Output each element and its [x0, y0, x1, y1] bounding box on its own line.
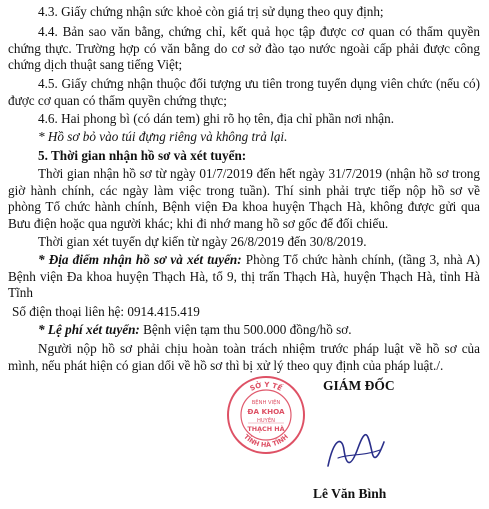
signer-title: GIÁM ĐỐC — [323, 378, 395, 393]
item-4-3: 4.3. Giấy chứng nhận sức khoẻ còn giá trị sử dụng theo quy định; — [38, 4, 384, 19]
svg-text:BỆNH VIỆN: BỆNH VIỆN — [251, 400, 281, 406]
location-label: * Địa điểm nhận hồ sơ và xét tuyển: — [38, 252, 242, 267]
stamp-ring-top: SỞ Y TẾ — [248, 380, 284, 393]
responsibility-paragraph: Người nộp hồ sơ phải chịu hoàn toàn trách nhiệm trước pháp luật về hồ sơ của mình, nếu phát hiện có gian dối về hồ sơ thì bị xử lý theo quy định của pháp luật./. — [8, 341, 480, 373]
section-5-heading: 5. Thời gian nhận hồ sơ và xét tuyển: — [38, 148, 247, 163]
official-stamp — [226, 375, 306, 455]
receive-period-paragraph: Thời gian nhận hồ sơ từ ngày 01/7/2019 đến hết ngày 31/7/2019 (nhận hồ sơ trong giờ hành chính, các ngày làm việc trong tuần). Thí sinh phải trực tiếp nộp hồ sơ về phòng Tổ chức hành chính, Bệnh viện Đa khoa huyện Thạch Hà, không được gửi qua Bưu điện hoặc qua người khác; khi đi nhớ mang hồ sơ gốc để đối chiếu. — [8, 166, 480, 231]
stamp-ring-bottom: TỈNH HÀ TĨNH — [242, 432, 290, 450]
svg-text:THẠCH HÀ: THẠCH HÀ — [247, 425, 285, 433]
review-period-paragraph: Thời gian xét tuyển dự kiến từ ngày 26/8/2019 đến 30/8/2019. — [38, 234, 367, 249]
handwritten-signature — [320, 428, 390, 478]
item-4-5: 4.5. Giấy chứng nhận thuộc đối tượng ưu tiên trong tuyển dụng viên chức (nếu có) được cơ quan có thẩm quyền chứng thực; — [8, 76, 480, 108]
submission-note: * Hồ sơ bỏ vào túi đựng riêng và không trả lại. — [38, 129, 288, 144]
stamp-center-text — [247, 398, 285, 433]
item-4-6: 4.6. Hai phong bì (có dán tem) ghi rõ họ tên, địa chỉ phần nơi nhận. — [38, 111, 394, 126]
location-paragraph — [8, 252, 480, 302]
signer-name: Lê Văn Bình — [313, 486, 387, 501]
fee-label: * Lệ phí xét tuyển: — [38, 322, 140, 337]
location-text: Phòng Tổ chức hành chính, (tầng 3, nhà A) Bệnh viện Đa khoa huyện Thạch Hà, tổ 9, thị trấn Thạch Hà, huyện Thạch Hà, tỉnh Hà Tĩnh — [8, 252, 481, 301]
svg-text:ĐA KHOA: ĐA KHOA — [247, 407, 285, 416]
fee-text: Bệnh viện tạm thu 500.000 đồng/hồ sơ. — [139, 322, 352, 337]
item-4-4: 4.4. Bản sao văn bằng, chứng chỉ, kết quả học tập được cơ quan có thẩm quyền chứng thực. Trường hợp có văn bằng do cơ sở đào tạo nước ngoài cấp phải được công chứng dịch thuật sang tiếng Việt; — [8, 24, 480, 73]
svg-text:HUYỆN: HUYỆN — [256, 418, 276, 424]
phone-line: Số điện thoại liên hệ: 0914.415.419 — [12, 304, 200, 319]
fee-paragraph — [8, 322, 480, 339]
